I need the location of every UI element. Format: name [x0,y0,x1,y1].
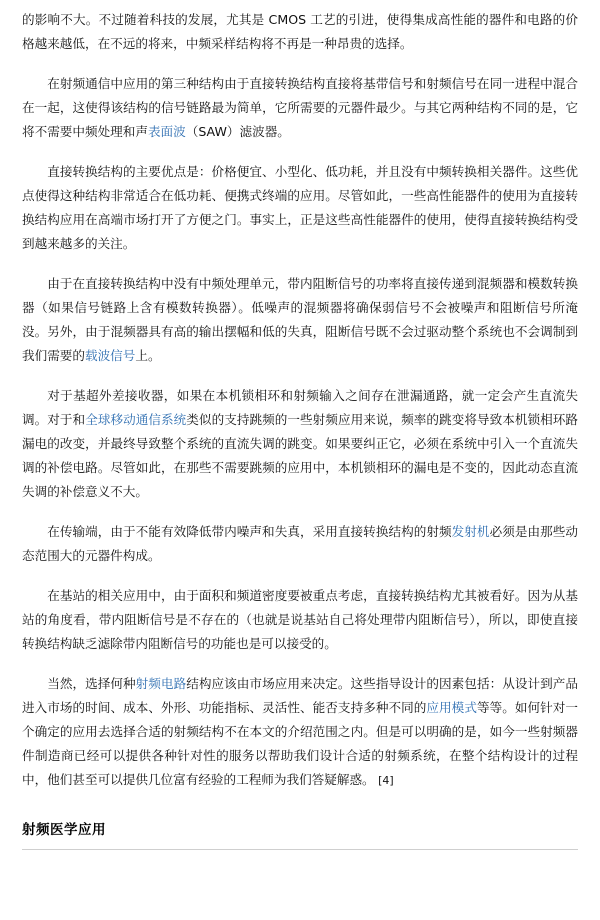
text-run: 必须是由那些动态范围大的元器件构成。 [22,524,579,563]
body-paragraph [22,520,578,568]
paragraph-container [22,8,578,793]
text-run: 结构应该由市场应用来决定。这些指导设计的因素包括：从设计到产品进入市场的时间、成本、外形、功能指标、灵活性、能否支持多种不同的 [22,676,579,715]
text-run: 对于基超外差接收器，如果在本机锁相环和射频输入之间存在泄漏通路，就一定会产生直流失调。对于和 [22,388,578,427]
inline-link[interactable]: 载波信号 [84,348,136,363]
body-paragraph [22,384,578,504]
section-divider [22,849,578,850]
inline-link[interactable]: 发射机 [451,524,490,539]
text-run: 类似的支持跳频的一些射频应用来说，频率的跳变将导致本机锁相环路漏电的改变，并最终导致整个系统的直流失调的跳变。如果要纠正它，必须在系统中引入一个直流失调的补偿电路。尽管如此，在那些不需要跳频的应用中，本机锁相环的漏电是不变的，因此动态直流失调的补偿意义不大。 [22,412,579,499]
inline-link[interactable]: 全球移动通信系统 [85,412,187,427]
text-run: 在射频通信中应用的第三种结构由于直接转换结构直接将基带信号和射频信号在同一进程中混合在一起，这使得该结构的信号链路最为简单，它所需要的元器件最少。与其它两种结构不同的是，它将不需要中频处理和声 [22,76,578,139]
text-run: 直接转换结构的主要优点是：价格便宜、小型化、低功耗，并且没有中频转换相关器件。这些优点使得这种结构非常适合在低功耗、便携式终端的应用。尽管如此，一些高性能器件的使用为直接转换结构应用在高端市场打开了方便之门。事实上，正是这些高性能器件的使用，使得直接转换结构受到越来越多的关注。 [22,164,578,251]
inline-link[interactable]: 射频电路 [135,676,187,691]
body-paragraph [22,8,578,56]
body-paragraph [22,72,578,144]
text-run: 当然，选择何种 [47,676,136,691]
inline-link[interactable]: 表面波 [147,124,186,139]
section-heading: 射频医学应用 [22,822,106,838]
reference-marker[interactable]: [4] [374,774,394,787]
text-run: 在传输端，由于不能有效降低带内噪声和失真，采用直接转换结构的射频 [47,524,452,539]
text-run: 由于在直接转换结构中没有中频处理单元，带内阻断信号的功率将直接传递到混频器和模数转换器（如果信号链路上含有模数转换器）。低噪声的混频器将确保弱信号不会被噪声和阻断信号所淹没。另外，由于混频器具有高的输出摆幅和低的失真，阻断信号既不会过驱动整个系统也不会调制到我们需要的 [22,276,578,363]
body-paragraph [22,672,578,793]
inline-link[interactable]: 应用模式 [426,700,477,715]
body-paragraph [22,160,578,256]
text-run: 等等。如何针对一个确定的应用去选择合适的射频结构不在本文的介绍范围之内。但是可以明确的是，如今一些射频器件制造商已经可以提供各种针对性的服务以帮助我们设计合适的射频系统，在整个结构设计的过程中，他们甚至可以提供几位富有经验的工程师为我们答疑解惑。 [22,700,579,787]
body-paragraph [22,584,578,656]
text-run: 上。 [135,348,161,363]
text-run: 在基站的相关应用中，由于面积和频道密度要被重点考虑，直接转换结构尤其被看好。因为从基站的角度看，带内阻断信号是不存在的（也就是说基站自己将处理带内阻断信号），所以，即使直接转换结构缺乏滤除带内阻断信号的功能也是可以接受的。 [22,588,578,651]
text-run: 的影响不大。不过随着科技的发展，尤其是 CMOS 工艺的引进，使得集成高性能的器件和电路的价格越来越低，在不远的将来，中频采样结构将不再是一种昂贵的选择。 [22,12,578,51]
body-paragraph [22,272,578,368]
text-run: （SAW）滤波器。 [185,124,290,139]
